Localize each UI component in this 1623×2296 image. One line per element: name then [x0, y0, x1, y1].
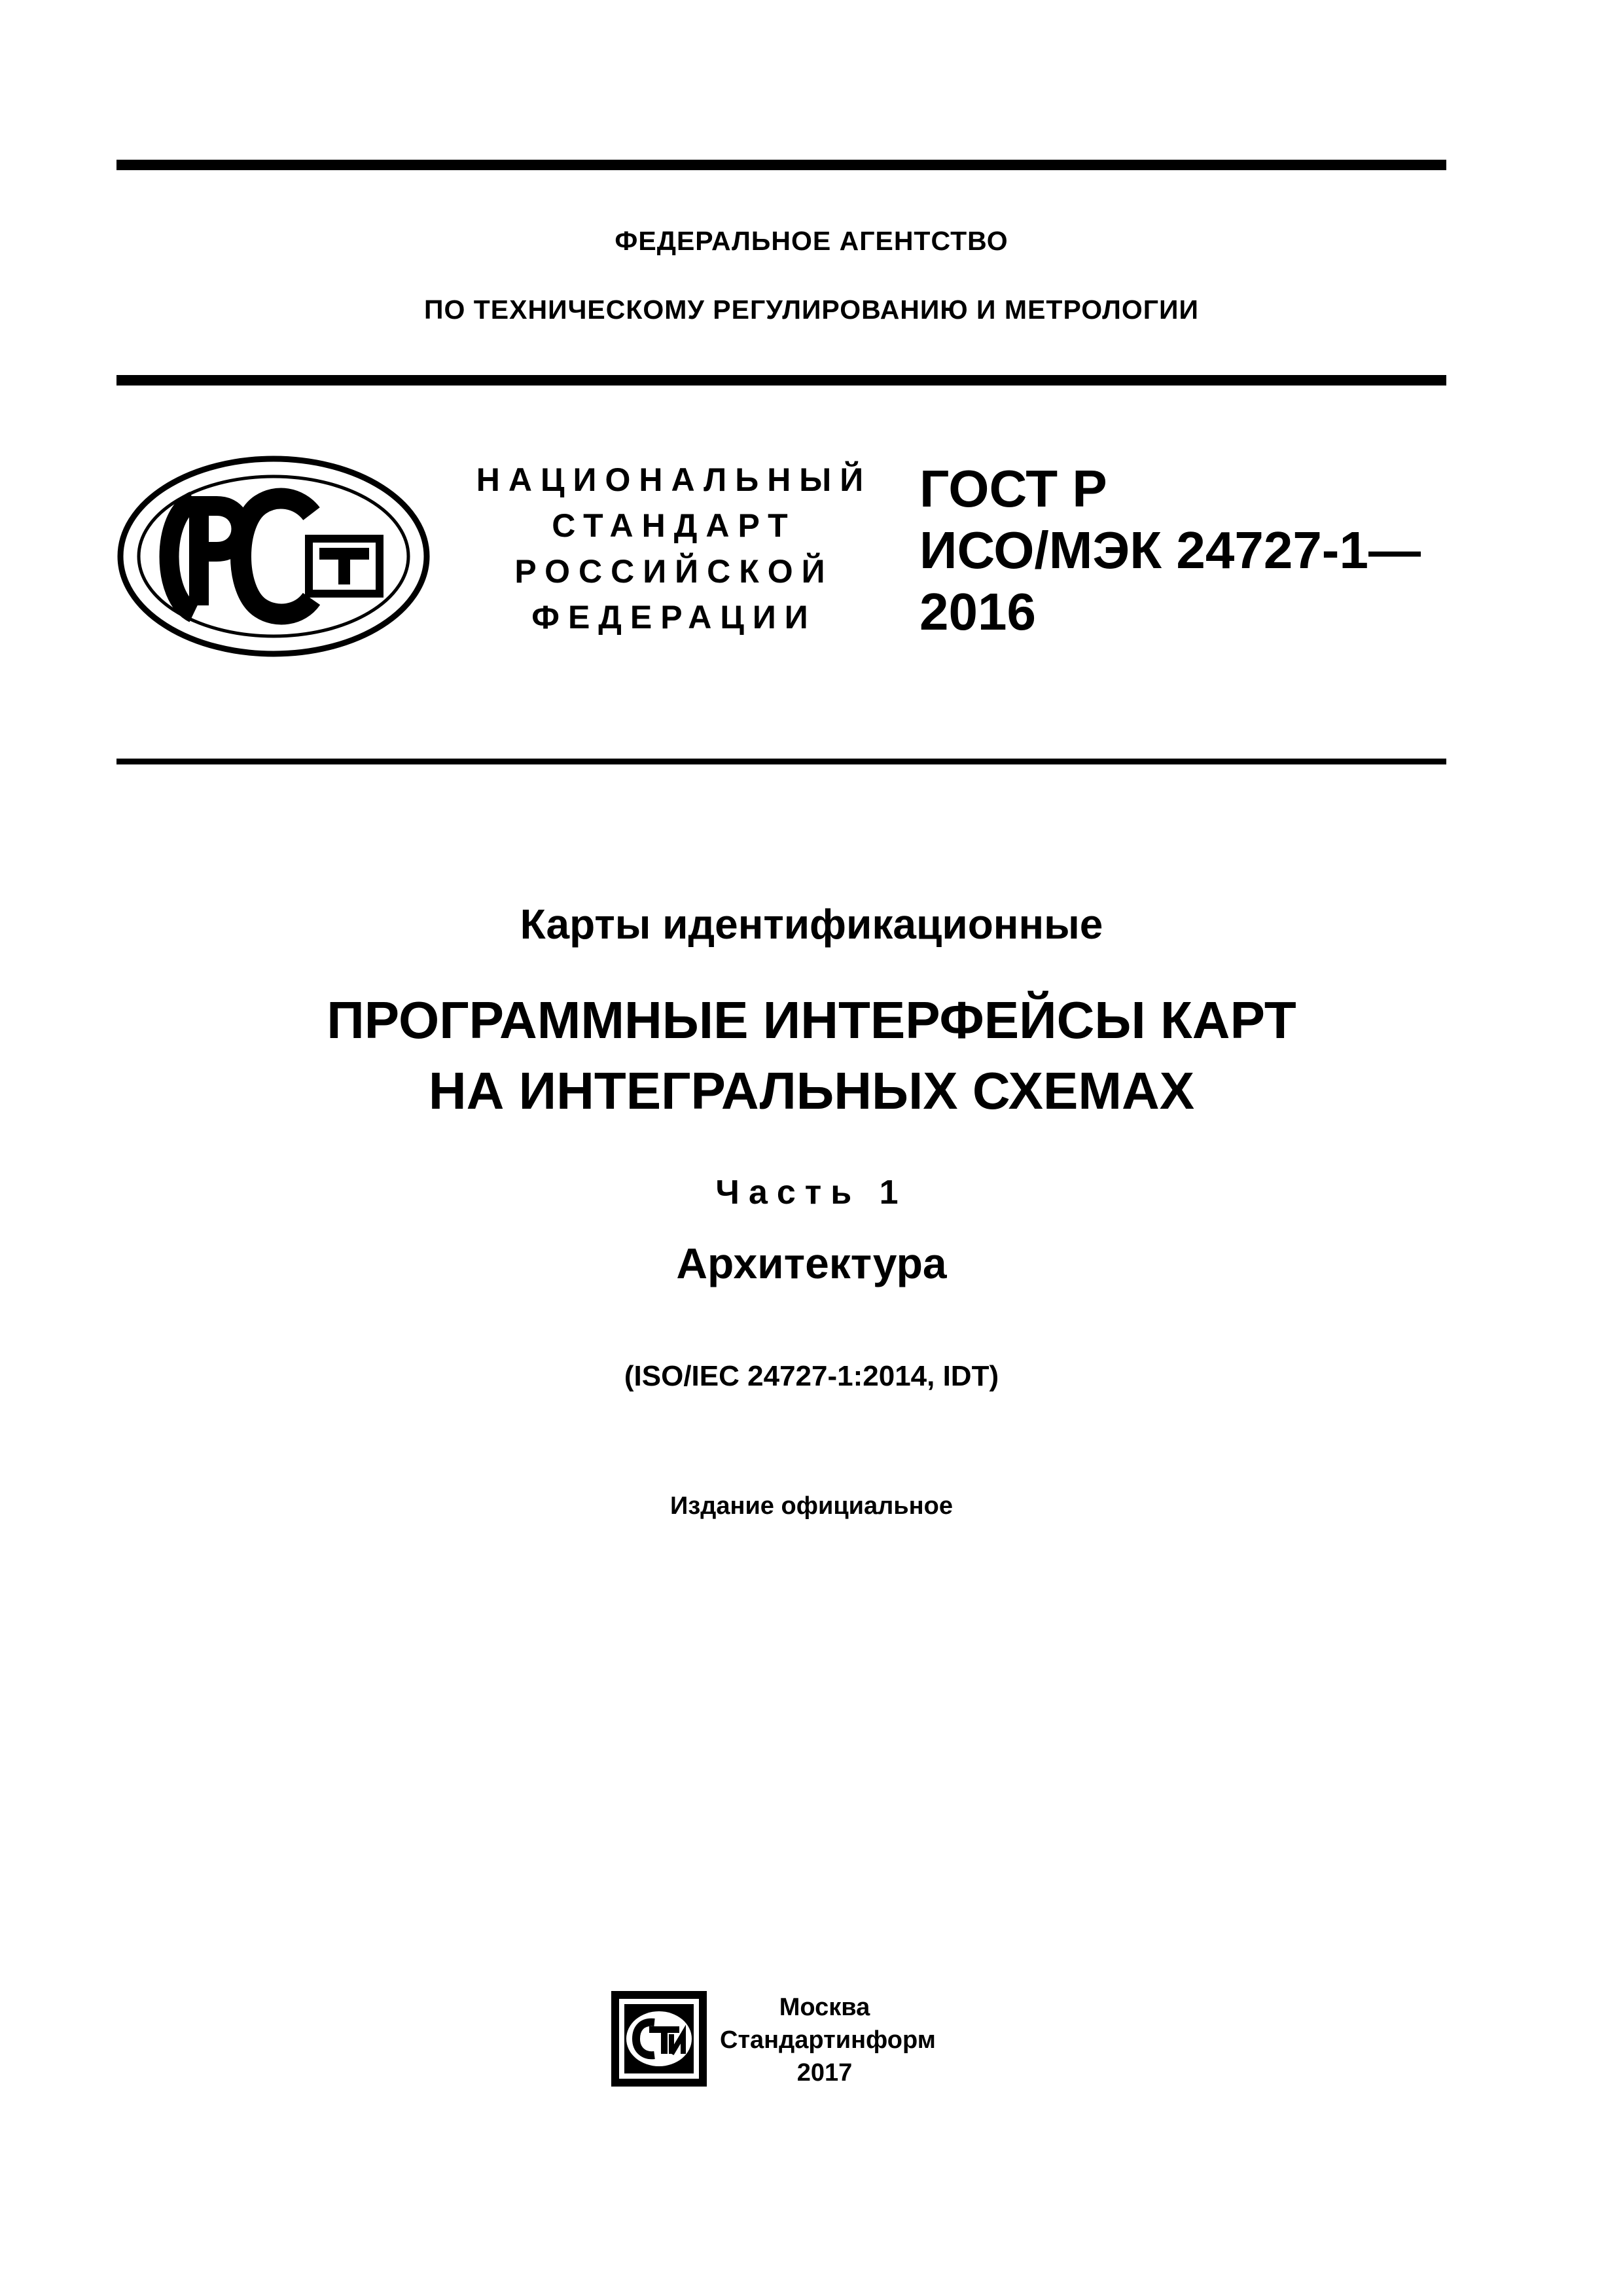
edition-note: Издание официальное: [670, 1492, 953, 1520]
document-subtitle: Карты идентификационные: [520, 901, 1103, 948]
national-standard-line: НАЦИОНАЛЬНЫЙ: [476, 461, 872, 498]
agency-line-2: ПО ТЕХНИЧЕСКОМУ РЕГУЛИРОВАНИЮ И МЕТРОЛОГИИ: [424, 295, 1199, 325]
part-number: Часть 1: [715, 1174, 908, 1211]
agency-bottom-rule: [116, 375, 1446, 386]
designation-line: ИСО/МЭК 24727-1—: [919, 521, 1421, 579]
header-bottom-rule: [116, 759, 1446, 764]
iso-reference: (ISO/IEC 24727-1:2014, IDT): [624, 1360, 999, 1392]
agency-line-1: ФЕДЕРАЛЬНОЕ АГЕНТСТВО: [615, 226, 1008, 256]
top-rule: [116, 160, 1446, 170]
sti-logo-icon: [610, 1990, 708, 2088]
part-name: Архитектура: [676, 1239, 947, 1287]
publisher-city: Москва: [779, 1994, 870, 2021]
national-standard-line: СТАНДАРТ: [552, 507, 796, 544]
designation-line: ГОСТ Р: [919, 459, 1107, 518]
document-title-line-1: ПРОГРАММНЫЕ ИНТЕРФЕЙСЫ КАРТ: [327, 991, 1296, 1049]
document-title-line-2: НА ИНТЕГРАЛЬНЫХ СХЕМАХ: [428, 1062, 1195, 1120]
rst-logo-icon: [115, 454, 432, 659]
national-standard-line: ФЕДЕРАЦИИ: [531, 599, 817, 636]
document-title: [0, 985, 1623, 1126]
publisher-block: [720, 1991, 936, 2089]
national-standard-block: [458, 457, 890, 640]
publisher-year: 2017: [796, 2059, 853, 2087]
standard-designation: [919, 458, 1456, 643]
national-standard-line: РОССИЙСКОЙ: [514, 553, 834, 590]
designation-line: 2016: [919, 583, 1036, 641]
publisher-name: Стандартинформ: [720, 2026, 936, 2054]
